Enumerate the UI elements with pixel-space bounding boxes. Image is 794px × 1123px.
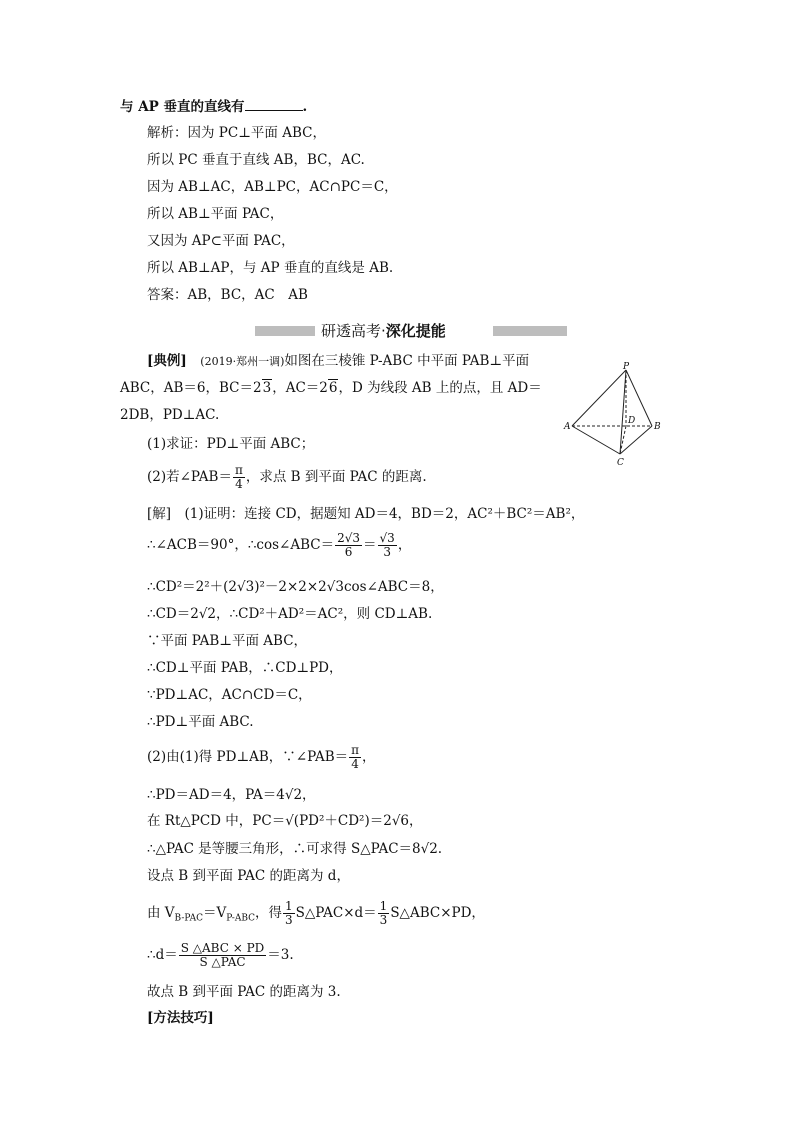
s9-text: (2)由(1)得 PD⊥AB，∵∠PAB＝	[147, 749, 349, 765]
solution-line-4: 所以 AB⊥平面 PAC，	[147, 206, 284, 222]
s14-text-e: S△ABC×PD，	[390, 905, 485, 921]
example-text-2c: ，D 为线段 AB 上的点，且 AD＝	[338, 380, 542, 396]
sqrt-3: 3	[262, 380, 272, 396]
frac-den: 3	[285, 913, 293, 927]
example-text-1: 如图在三棱锥 P-ABC 中平面 PAB⊥平面	[284, 353, 530, 369]
fraction-pi-over-4	[233, 464, 245, 491]
label-C: C	[617, 458, 624, 468]
frac-den: 4	[235, 477, 243, 491]
q2-text-b: ，求点 B 到平面 PAC 的距离.	[245, 469, 427, 485]
s14-text-c: ，得	[255, 905, 283, 921]
solution-step-6: ∴CD⊥平面 PAB，∴CD⊥PD，	[147, 660, 343, 676]
example-question-2	[147, 462, 427, 492]
example-line-2	[120, 378, 542, 398]
fraction-2sqrt3-over-6	[335, 532, 362, 559]
frac-den: 3	[383, 545, 391, 559]
solution-line-3: 因为 AB⊥AC，AB⊥PC，AC∩PC＝C，	[147, 179, 398, 195]
fraction-pi-over-4	[349, 744, 361, 771]
edge-PA	[572, 370, 626, 426]
solution-step-10: ∴PD＝AD＝4，PA＝4√2，	[147, 787, 316, 803]
method-tips-heading: [方法技巧]	[147, 1010, 214, 1026]
example-text-2b: ，AC＝2	[272, 380, 328, 396]
label-A: A	[564, 422, 571, 432]
frac-num: π	[234, 463, 243, 477]
edge-AC	[572, 426, 620, 454]
s15-text: ∴d＝	[147, 947, 178, 963]
s14-sub-1: B-PAC	[174, 913, 203, 924]
solution-line-1: 解析：因为 PC⊥平面 ABC，	[147, 125, 326, 141]
s14-text-d: S△PAC×d＝	[295, 905, 377, 921]
solution-step-9	[147, 740, 376, 774]
frac-num: S △ABC × PD	[180, 941, 265, 955]
solution-step-12: ∴△PAC 是等腰三角形，∴可求得 S△PAC＝8√2.	[147, 841, 443, 857]
example-question-1: (1)求证：PD⊥平面 ABC；	[147, 436, 315, 452]
s2-end: ，	[397, 537, 412, 553]
example-source: (2019·郑州一调)	[200, 355, 285, 368]
banner-left-bar	[255, 326, 315, 336]
frac-den: S △PAC	[199, 955, 246, 969]
solution-step-11: 在 Rt△PCD 中，PC＝√(PD²＋CD²)＝2√6，	[147, 813, 423, 829]
frac-num: 1	[285, 899, 293, 913]
solution-step-14	[147, 896, 485, 936]
s2-eq: ＝	[363, 537, 377, 553]
s14-text-a: 由 V	[147, 905, 175, 921]
example-tag: [典例]	[147, 353, 187, 369]
frac-num: π	[351, 743, 360, 757]
solution-step-15	[147, 938, 294, 972]
question-line	[120, 96, 307, 117]
label-P: P	[623, 362, 630, 372]
solution-step-7: ∵PD⊥AC，AC∩CD＝C，	[147, 687, 312, 703]
solution-step-1: [解] (1)证明：连接 CD，据题知 AD＝4，BD＝2，AC²＋BC²＝AB²，	[147, 506, 585, 522]
solution-step-16: 故点 B 到平面 PAC 的距离为 3.	[147, 984, 341, 1000]
section-banner	[255, 320, 567, 342]
frac-num: √3	[379, 531, 395, 545]
banner-right-bar	[493, 326, 567, 336]
frac-num: 1	[379, 899, 388, 913]
solution-line-2: 所以 PC 垂直于直线 AB，BC，AC.	[147, 152, 365, 168]
solution-step-5: ∵平面 PAB⊥平面 ABC，	[147, 633, 308, 649]
fraction-one-third	[283, 900, 295, 927]
example-line-1	[147, 351, 529, 372]
frac-den: 6	[344, 545, 353, 559]
answer-blank	[245, 96, 303, 111]
label-B: B	[654, 422, 661, 432]
sqrt-6: 6	[328, 380, 338, 396]
solution-step-8: ∴PD⊥平面 ABC.	[147, 714, 254, 730]
fraction-one-third	[378, 900, 390, 927]
question-suffix: .	[302, 99, 308, 115]
label-D: D	[628, 416, 636, 426]
fraction-sqrt3-over-3	[378, 532, 397, 559]
s15-end: ＝3.	[267, 947, 294, 963]
solution-step-2	[147, 528, 411, 562]
solution-step-4: ∴CD＝2√2，∴CD²＋AD²＝AC²，则 CD⊥AB.	[147, 606, 433, 622]
s2-text: ∴∠ACB＝90°，∴cos∠ABC＝	[147, 537, 335, 553]
banner-title-bold: 深化提能	[385, 322, 446, 340]
frac-den: 4	[351, 757, 359, 771]
banner-title-normal: 研透高考·	[321, 322, 386, 340]
solution-step-13: 设点 B 到平面 PAC 的距离为 d，	[147, 868, 350, 884]
example-text-2a: ABC，AB＝6，BC＝2	[120, 380, 262, 396]
frac-den: 3	[379, 913, 388, 927]
frac-num: 2√3	[337, 531, 361, 545]
s14-text-b: ＝V	[202, 905, 227, 921]
pyramid-figure	[560, 362, 672, 472]
question-prefix: 与 AP 垂直的直线有	[120, 99, 245, 115]
s14-sub-2: P-ABC	[226, 913, 256, 924]
solution-line-5: 又因为 AP⊂平面 PAC，	[147, 233, 295, 249]
example-line-3: 2DB，PD⊥AC.	[120, 407, 220, 423]
fraction-distance	[179, 942, 267, 969]
edge-BC	[620, 426, 652, 454]
s9-end: ，	[362, 749, 376, 765]
q2-text-a: (2)若∠PAB＝	[147, 469, 232, 485]
solution-line-6: 所以 AB⊥AP，与 AP 垂直的直线是 AB.	[147, 260, 394, 276]
answer-line: 答案：AB，BC，AC AB	[147, 287, 308, 303]
solution-step-3: ∴CD²＝2²＋(2√3)²－2×2×2√3cos∠ABC＝8，	[147, 579, 444, 595]
banner-title	[321, 320, 446, 342]
